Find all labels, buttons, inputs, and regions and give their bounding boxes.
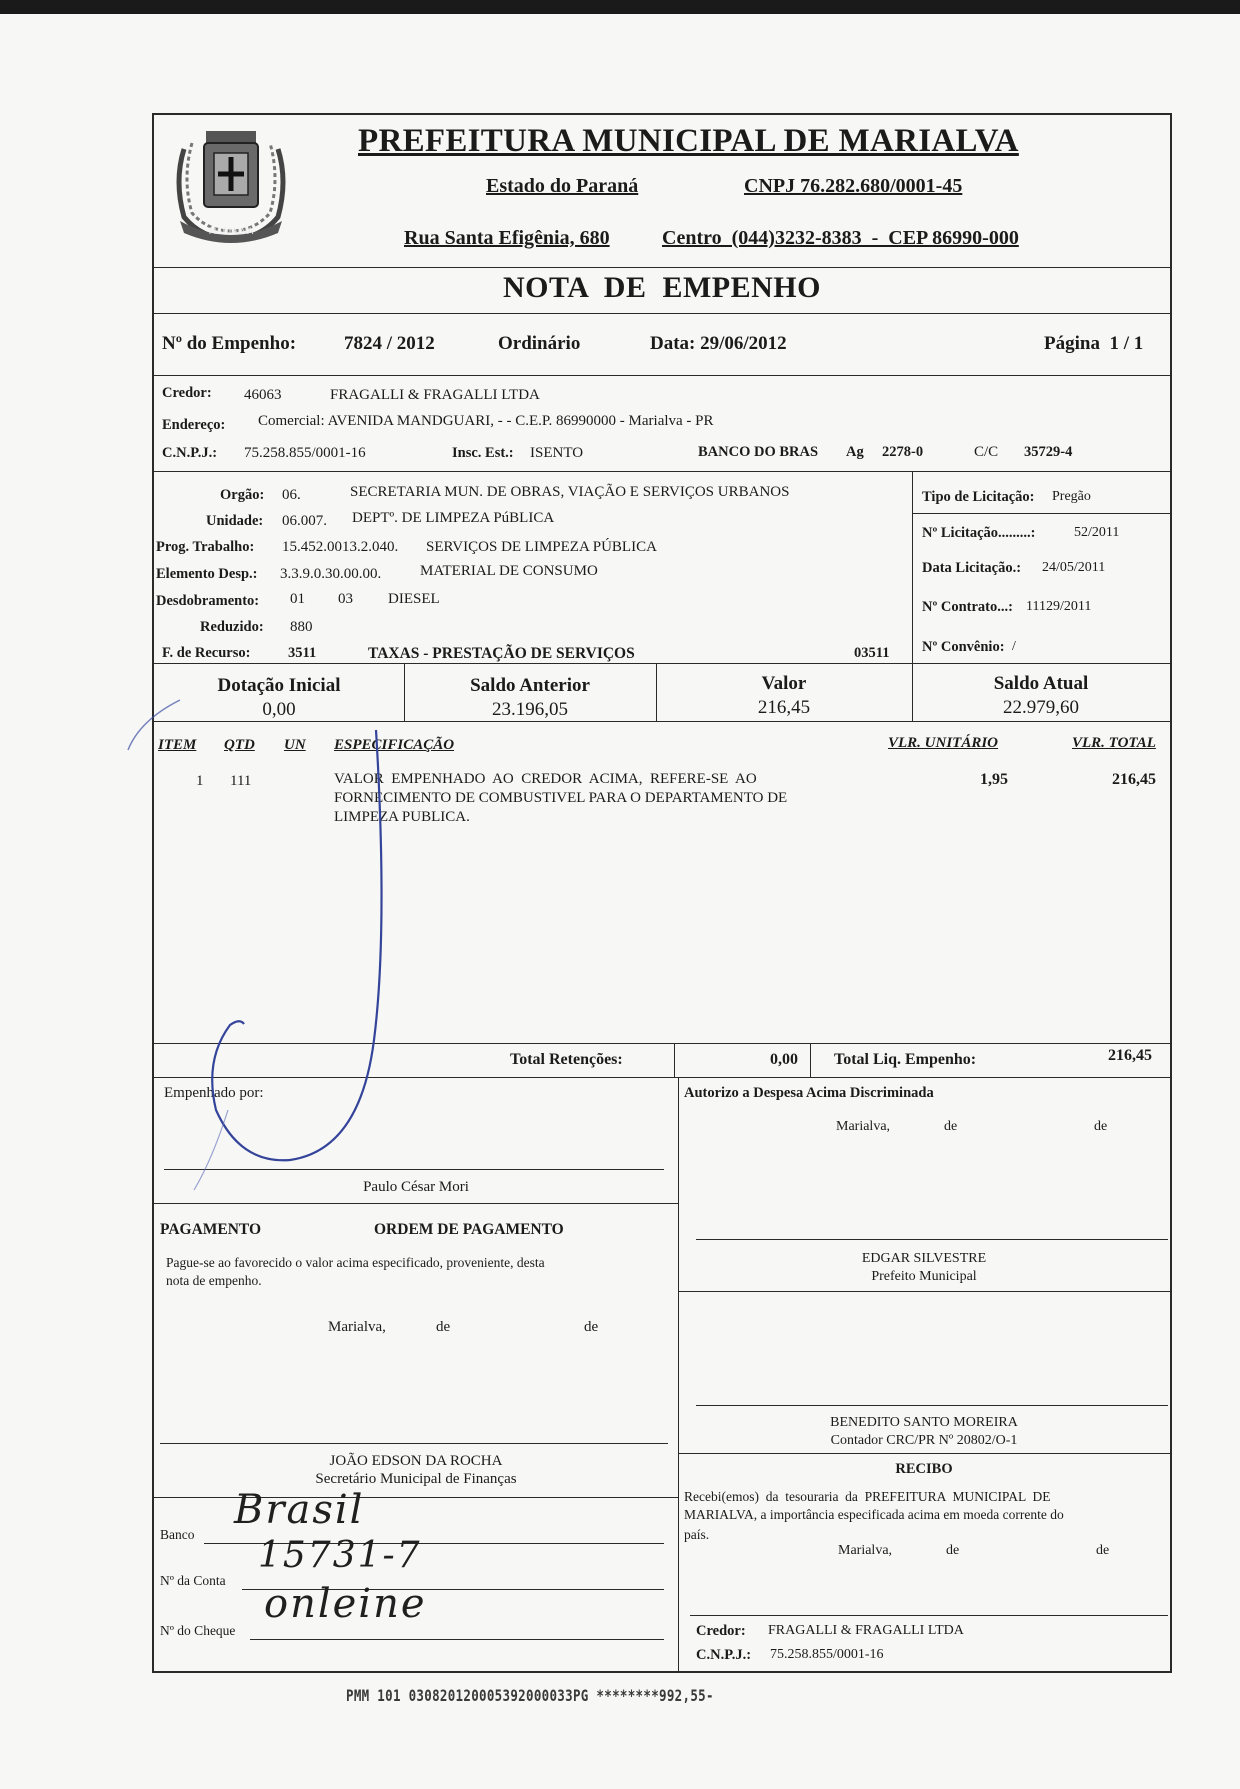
- num-licitacao-value: 52/2011: [1074, 525, 1120, 540]
- autorizo-label: Autorizo a Despesa Acima Discriminada: [684, 1085, 934, 1101]
- state-name: Estado do Paraná: [486, 175, 639, 197]
- valor-value: 216,45: [757, 697, 811, 718]
- total-retencoes-value: 0,00: [770, 1051, 798, 1068]
- total-retencoes-label: Total Retenções:: [510, 1051, 623, 1068]
- contador-role: Contador CRC/PR Nº 20802/O-1: [830, 1433, 1018, 1448]
- orgao-name: SECRETARIA MUN. DE OBRAS, VIAÇÃO E SERVIÇOS URBANOS: [350, 484, 790, 500]
- pagamento-city: Marialva,: [328, 1319, 386, 1335]
- cheque-label: Nº do Cheque: [160, 1623, 236, 1638]
- credor-label: Credor:: [162, 385, 212, 401]
- unidade-name: DEPTº. DE LIMPEZA PúBLICA: [352, 510, 555, 526]
- item-qtd: 111: [230, 773, 252, 789]
- city-cnpj: CNPJ 76.282.680/0001-45: [744, 175, 963, 197]
- contrato-label: Nº Contrato...:: [922, 599, 1013, 615]
- elemento-code: 3.3.9.0.30.00.00.: [280, 566, 382, 582]
- recurso-code: 3511: [288, 645, 317, 661]
- empenho-type: Ordinário: [498, 333, 581, 354]
- credor-cnpj: 75.258.855/0001-16: [244, 445, 366, 461]
- credor-name: FRAGALLI & FRAGALLI LTDA: [330, 387, 540, 403]
- scan-border: [0, 0, 1240, 14]
- banco-handwritten: Brasil: [234, 1487, 365, 1533]
- pagamento-text-1: Pague-se ao favorecido o valor acima especificado, proveniente, desta: [166, 1255, 545, 1270]
- recibo-cnpj-value: 75.258.855/0001-16: [770, 1647, 884, 1662]
- orgao-code: 06.: [282, 487, 301, 503]
- empenho-label: Nº do Empenho:: [162, 333, 297, 354]
- saldo-atual-value: 22.979,60: [1003, 697, 1079, 718]
- recibo-de-2: de: [1096, 1543, 1110, 1558]
- unidade-label: Unidade:: [206, 513, 264, 529]
- municipal-coat-of-arms-icon: [162, 121, 300, 249]
- saldo-atual-label: Saldo Atual: [993, 673, 1089, 694]
- item-unit-price: 1,95: [980, 771, 1008, 788]
- col-un: UN: [284, 737, 306, 753]
- cheque-handwritten: onleine: [264, 1581, 427, 1627]
- desdobramento-b: 03: [338, 591, 353, 607]
- conta-handwritten: 15731-7: [258, 1535, 422, 1576]
- col-especificacao: ESPECIFICAÇÃO: [334, 737, 455, 753]
- convenio-value: /: [1012, 639, 1016, 654]
- endereco-label: Endereço:: [162, 417, 226, 433]
- credor-address: Comercial: AVENIDA MANDGUARI, - - C.E.P. 86990000 - Marialva - PR: [258, 413, 714, 429]
- desdobramento-a: 01: [290, 591, 305, 607]
- address-contact: Centro (044)3232-8383 - CEP 86990-000: [662, 227, 1019, 249]
- autorizo-de-2: de: [1094, 1119, 1108, 1134]
- convenio-label: Nº Convênio:: [922, 639, 1005, 655]
- page-number: Página 1 / 1: [1044, 333, 1144, 354]
- item-number: 1: [196, 773, 204, 789]
- col-vlr-unitario: VLR. UNITÁRIO: [888, 735, 999, 751]
- recibo-text-2: MARIALVA, a importância especificada acima em moeda corrente do: [684, 1507, 1064, 1522]
- saldo-anterior-label: Saldo Anterior: [470, 675, 590, 696]
- recibo-de-1: de: [946, 1543, 960, 1558]
- total-liquido-value: 216,45: [1108, 1047, 1152, 1064]
- agency-value: 2278-0: [882, 444, 924, 460]
- item-spec-line-2: FORNECIMENTO DE COMBUSTIVEL PARA O DEPARTAMENTO DE: [334, 790, 788, 806]
- prefeito-name: EDGAR SILVESTRE: [861, 1251, 987, 1266]
- prog-code: 15.452.0013.2.040.: [282, 539, 399, 555]
- secretario-name: JOÃO EDSON DA ROCHA: [329, 1453, 503, 1469]
- document-title: NOTA DE EMPENHO: [503, 271, 821, 304]
- elemento-name: MATERIAL DE CONSUMO: [420, 563, 598, 579]
- orgao-label: Orgão:: [220, 487, 265, 503]
- contador-name: BENEDITO SANTO MOREIRA: [830, 1415, 1018, 1430]
- bank-name: BANCO DO BRAS: [698, 444, 819, 460]
- cnpj-label: C.N.P.J.:: [162, 445, 218, 461]
- recibo-credor-name: FRAGALLI & FRAGALLI LTDA: [768, 1623, 964, 1638]
- recurso-name: TAXAS - PRESTAÇÃO DE SERVIÇOS: [368, 645, 635, 662]
- prog-label: Prog. Trabalho:: [156, 539, 255, 555]
- agency-label: Ag: [846, 444, 864, 460]
- desdobramento-label: Desdobramento:: [156, 593, 260, 609]
- empenhado-por-label: Empenhado por:: [164, 1085, 264, 1101]
- recibo-cnpj-label: C.N.P.J.:: [696, 1647, 752, 1663]
- recibo-title: RECIBO: [895, 1461, 953, 1477]
- saldo-anterior-value: 23.196,05: [492, 699, 568, 720]
- tipo-licitacao-label: Tipo de Licitação:: [922, 489, 1035, 505]
- data-licitacao-value: 24/05/2011: [1042, 560, 1106, 575]
- recurso-code-2: 03511: [854, 645, 890, 661]
- footer-code: PMM 101 030820120005392000033PG ********992,55-: [346, 1686, 714, 1705]
- item-total-price: 216,45: [1112, 771, 1156, 788]
- col-item: ITEM: [158, 737, 197, 753]
- item-spec-line-1: VALOR EMPENHADO AO CREDOR ACIMA, REFERE-SE AO: [334, 771, 757, 787]
- svg-text:MARIALVA: MARIALVA: [208, 227, 254, 237]
- data-licitacao-label: Data Licitação.:: [922, 560, 1022, 576]
- desdobramento-name: DIESEL: [388, 591, 440, 607]
- num-licitacao-label: Nº Licitação.........:: [922, 525, 1036, 541]
- conta-label: Nº da Conta: [160, 1573, 226, 1588]
- prefeito-role: Prefeito Municipal: [871, 1269, 977, 1284]
- address-street: Rua Santa Efigênia, 680: [404, 227, 610, 249]
- recibo-text-3: país.: [684, 1527, 710, 1542]
- empenho-number: 7824 / 2012: [344, 333, 435, 354]
- banco-label: Banco: [160, 1527, 195, 1542]
- empenho-date: Data: 29/06/2012: [650, 333, 787, 354]
- pagamento-label: PAGAMENTO: [160, 1221, 262, 1238]
- insc-value: ISENTO: [530, 445, 584, 461]
- account-value: 35729-4: [1024, 444, 1073, 460]
- recurso-label: F. de Recurso:: [162, 645, 251, 661]
- reduzido-value: 880: [290, 619, 313, 635]
- dotacao-inicial-label: Dotação Inicial: [217, 675, 341, 696]
- account-label: C/C: [974, 444, 999, 460]
- col-vlr-total: VLR. TOTAL: [1072, 735, 1156, 751]
- total-liquido-label: Total Liq. Empenho:: [834, 1051, 977, 1068]
- recibo-text-1: Recebi(emos) da tesouraria da PREFEITURA MUNICIPAL DE: [684, 1489, 1051, 1504]
- empenhado-por-name: Paulo César Mori: [363, 1179, 469, 1195]
- pagamento-text-2: nota de empenho.: [166, 1273, 262, 1288]
- pagamento-de-2: de: [584, 1319, 599, 1335]
- autorizo-de-1: de: [944, 1119, 958, 1134]
- tipo-licitacao-value: Pregão: [1052, 489, 1091, 504]
- unidade-code: 06.007.: [282, 513, 327, 529]
- item-spec-line-3: LIMPEZA PUBLICA.: [334, 809, 470, 825]
- contrato-value: 11129/2011: [1026, 599, 1092, 614]
- dotacao-inicial-value: 0,00: [262, 699, 296, 720]
- signature-pen-stroke-icon: [120, 680, 460, 1200]
- prog-name: SERVIÇOS DE LIMPEZA PÚBLICA: [426, 539, 657, 555]
- ordem-pagamento-label: ORDEM DE PAGAMENTO: [374, 1221, 564, 1238]
- valor-label: Valor: [761, 673, 807, 694]
- insc-label: Insc. Est.:: [452, 445, 514, 461]
- elemento-label: Elemento Desp.:: [156, 566, 258, 582]
- recibo-city: Marialva,: [838, 1543, 893, 1558]
- credor-code: 46063: [244, 387, 282, 403]
- pagamento-de-1: de: [436, 1319, 451, 1335]
- autorizo-city: Marialva,: [836, 1119, 891, 1134]
- recibo-credor-label: Credor:: [696, 1623, 746, 1639]
- reduzido-label: Reduzido:: [200, 619, 264, 635]
- page-title: PREFEITURA MUNICIPAL DE MARIALVA: [358, 123, 1019, 159]
- secretario-role: Secretário Municipal de Finanças: [315, 1471, 517, 1487]
- col-qtd: QTD: [224, 737, 255, 753]
